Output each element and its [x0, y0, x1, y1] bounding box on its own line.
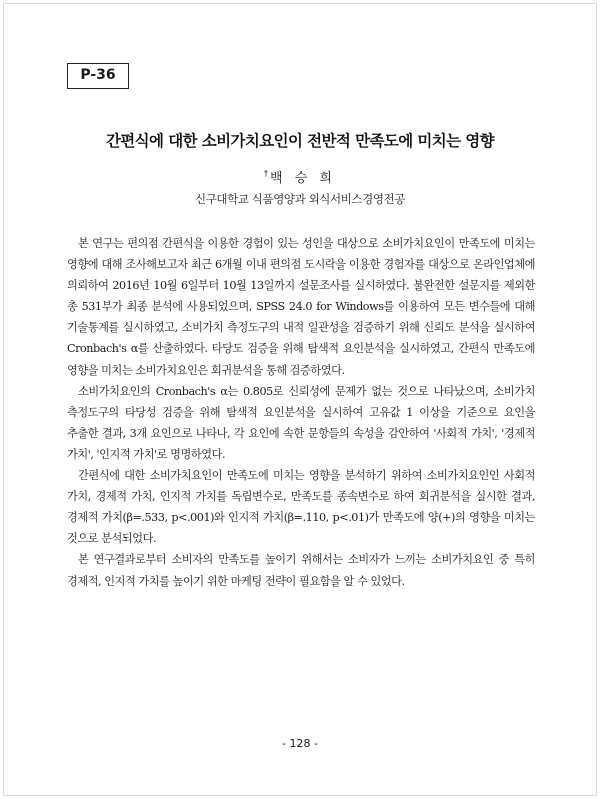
abstract-paragraph-1: 본 연구는 편의점 간편식을 이용한 경험이 있는 성인을 대상으로 소비가치요인이 만족도에 미치는 영향에 대해 조사해보고자 최근 6개월 이내 편의점 도시락을 이용한 경험자를 대상으로 온라인업체에 의뢰하여 2016년 10월 6일부터 10월 13일까지 설문조사를 실시하였다. 불완전한 설문지를 제외한 총 531부가 최종 분석에 사용되었으며, SPSS 24.0 for Windows를 이용하여 모든 변수들에 대해 기술통계를 실시하였고, 소비가치 측정도구의 내적 일관성을 검증하기 위해 신뢰도 분석을 실시하여 Cronbach's α를 산출하였다. 타당도 검증을 위해 탐색적 요인분석을 실시하였고, 간편식 만족도에 영향을 미치는 소비가치요인은 회귀분석을 통해 검증하였다.: [67, 237, 535, 377]
poster-id-box: P-36: [67, 63, 129, 89]
abstract-paragraph-3: 간편식에 대한 소비가치요인이 만족도에 미치는 영향을 분석하기 위하여 소비가치요인인 사회적 가치, 경제적 가치, 인지적 가치를 독립변수로, 만족도를 종속변수로 하여 회귀분석을 실시한 결과, 경제적 가치(β=.533, p<.001)와 인지적 가치(β=.110, p<.01)가 만족도에 양(+)의 영향을 미치는 것으로 분석되었다.: [67, 469, 535, 546]
abstract-paragraph-4: 본 연구결과로부터 소비자의 만족도를 높이기 위해서는 소비자가 느끼는 소비가치요인 중 특히 경제적, 인지적 가치를 높이기 위한 마케팅 전략이 필요함을 알 수 있었다.: [67, 553, 535, 588]
page-number: - 128 -: [282, 737, 318, 750]
author-affiliation: 신구대학교 식품영양과 외식서비스경영전공: [195, 192, 405, 206]
author-name: 백 승 희: [270, 171, 336, 186]
corresponding-author-mark: †: [264, 169, 269, 178]
abstract-body: [67, 233, 535, 592]
author-line: [0, 167, 600, 186]
abstract-paragraph-2: 소비가치요인의 Cronbach's α는 0.805로 신뢰성에 문제가 없는 것으로 나타났으며, 소비가치 측정도구의 타당성 검증을 위해 탐색적 요인분석을 실시하여 고유값 1 이상을 기준으로 요인을 추출한 결과, 3개 요인으로 나타나, 각 요인에 속한 문항들의 속성을 감안하여 '사회적 가치', '경제적 가치', '인지적 가치'로 명명하였다.: [67, 384, 535, 461]
paper-title: 간편식에 대한 소비가치요인이 전반적 만족도에 미치는 영향: [105, 132, 495, 150]
